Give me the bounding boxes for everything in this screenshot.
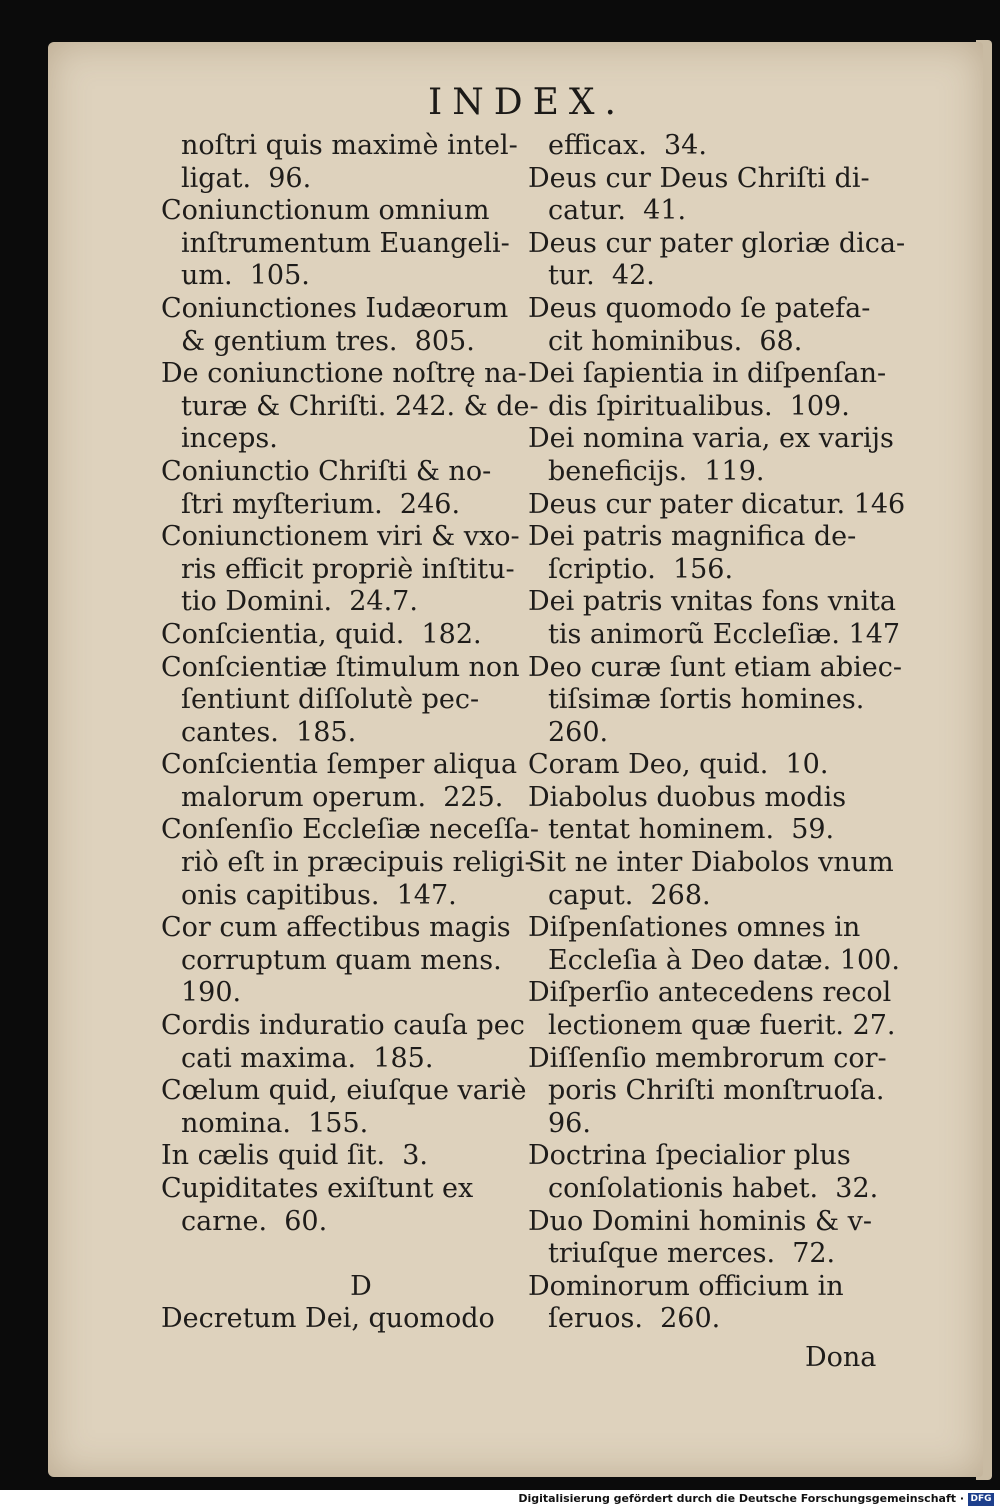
index-line: conſolationis habet. 32.	[548, 1173, 879, 1204]
index-line: onis capitibus. 147.	[181, 879, 457, 911]
index-line: Coniunctio Chriſti & no-	[161, 455, 492, 487]
page-header: INDEX.	[428, 82, 626, 123]
index-line: corruptum quam mens.	[181, 944, 502, 976]
index-line: Cupiditates exiſtunt ex	[161, 1173, 474, 1204]
index-line: tentat hominem. 59.	[548, 814, 835, 846]
index-line: Doctrina ſpecialior plus	[528, 1140, 851, 1172]
index-line: malorum operum. 225.	[181, 781, 504, 813]
index-line: 190.	[181, 977, 242, 1009]
index-line: 96.	[548, 1107, 591, 1139]
index-line: tur. 42.	[548, 260, 655, 292]
index-line: um. 105.	[181, 260, 310, 292]
index-line: poris Chriſti monſtruoſa.	[548, 1075, 885, 1107]
index-line: Conſenſio Eccleſiæ neceſſa-	[161, 814, 539, 846]
index-line: Deus cur pater dicatur. 146	[528, 488, 906, 520]
index-line: triuſque merces. 72.	[548, 1238, 836, 1270]
index-line: Conſcientiæ ſtimulum non	[161, 651, 520, 683]
index-line: riò eſt in præcipuis religi-	[181, 847, 534, 879]
index-line: lectionem quæ fuerit. 27.	[548, 1010, 896, 1042]
index-line: beneficijs. 119.	[548, 455, 765, 487]
index-line: tis animorũ Eccleſiæ. 147	[548, 618, 901, 650]
index-line: noſtri quis maximè intel-	[181, 130, 518, 161]
book-page	[48, 42, 983, 1477]
index-line: Deo curæ ſunt etiam abiec-	[528, 651, 903, 683]
index-line: Diſperſio antecedens recol	[528, 977, 892, 1009]
index-line: ſtri myſterium. 246.	[181, 488, 461, 520]
index-line: Decretum Dei, quomodo	[161, 1303, 495, 1335]
index-line: ris efficit propriè inſtitu-	[181, 553, 515, 585]
index-line: catur. 41.	[548, 195, 687, 227]
index-line: cantes. 185.	[181, 716, 357, 748]
index-line: tio Domini. 24.7.	[181, 586, 418, 618]
index-line: ſentiunt diſſolutè pec-	[181, 684, 480, 716]
index-line: Deus quomodo ſe patefa-	[528, 292, 871, 324]
dfg-logo: DFG	[968, 1493, 994, 1506]
index-line: tiſsimæ ſortis homines.	[548, 684, 865, 716]
index-column-left	[161, 130, 539, 1336]
index-line: inſtrumentum Euangeli-	[181, 227, 510, 259]
index-column-right	[528, 130, 938, 1336]
index-line: Deus cur pater gloriæ dica-	[528, 227, 906, 259]
index-line: Coniunctionum omnium	[161, 195, 490, 227]
index-line: Dei patris magnifica de-	[528, 521, 857, 553]
index-line: nomina. 155.	[181, 1107, 369, 1139]
index-line: Coram Deo, quid. 10.	[528, 749, 829, 781]
index-line: Diabolus duobus modis	[528, 781, 847, 813]
index-line: ligat. 96.	[181, 162, 312, 194]
index-line: Dei ſapientia in diſpenſan-	[528, 358, 887, 390]
index-line: 260.	[548, 716, 609, 748]
index-line: Coniunctionem viri & vxo-	[161, 521, 520, 553]
index-line: In cælis quid ſit. 3.	[161, 1140, 429, 1172]
index-line: Cor cum affectibus magis	[161, 912, 511, 944]
index-line: Dei patris vnitas fons vnita	[528, 586, 897, 618]
index-line: cati maxima. 185.	[181, 1042, 434, 1074]
index-line: Cordis induratio cauſa pec	[161, 1010, 525, 1042]
index-line: Dominorum officium in	[528, 1270, 844, 1302]
index-line: Deus cur Deus Chriſti di-	[528, 162, 870, 194]
index-line: Eccleſia à Deo datæ. 100.	[548, 944, 900, 976]
section-letter: D	[350, 1270, 372, 1302]
index-line: & gentium tres. 805.	[181, 325, 475, 357]
index-line: ſeruos. 260.	[548, 1303, 721, 1335]
index-line: Conſcientia, quid. 182.	[161, 618, 482, 650]
index-line: Cœlum quid, eiuſque variè	[161, 1075, 527, 1107]
footer-bar	[0, 1490, 1000, 1510]
catchword: Dona	[805, 1342, 877, 1373]
index-line: carne. 60.	[181, 1205, 328, 1237]
index-line: caput. 268.	[548, 879, 711, 911]
index-line: Sit ne inter Diabolos vnum	[528, 847, 894, 879]
index-line: efficax. 34.	[548, 130, 707, 161]
index-line: inceps.	[181, 423, 278, 455]
index-line: Duo Domini hominis & v-	[528, 1205, 872, 1237]
index-line: Conſcientia ſemper aliqua	[161, 749, 518, 781]
index-line: De coniunctione noſtrę na-	[161, 358, 527, 390]
index-line: Diſſenſio membrorum cor-	[528, 1042, 887, 1074]
index-line: Dei nomina varia, ex varijs	[528, 423, 894, 455]
index-line: Diſpenſationes omnes in	[528, 912, 861, 944]
index-line	[161, 1238, 521, 1271]
index-line: ſcriptio. 156.	[548, 553, 734, 585]
index-line: dis ſpiritualibus. 109.	[548, 390, 850, 422]
index-line: Coniunctiones Iudæorum	[161, 292, 509, 324]
index-line: turæ & Chriſti. 242. & de-	[181, 390, 539, 422]
footer-credit: Digitalisierung gefördert durch die Deutsche Forschungsgemeinschaft ·	[518, 1492, 964, 1505]
index-line: cit hominibus. 68.	[548, 325, 803, 357]
